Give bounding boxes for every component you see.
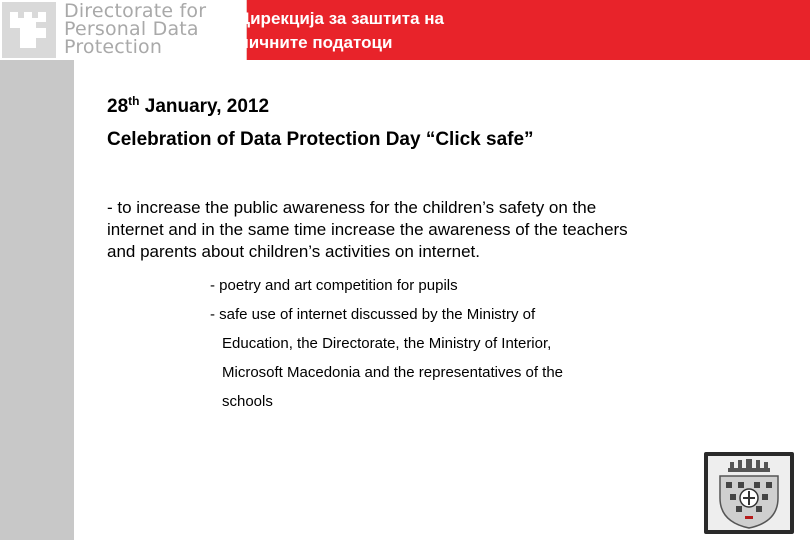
date-day: 28 xyxy=(107,96,129,117)
event-title: Celebration of Data Protection Day “Click safe” xyxy=(107,129,534,150)
event-date xyxy=(107,94,269,118)
header-title xyxy=(238,7,444,55)
logo-text-line: Protection xyxy=(64,36,163,58)
date-suffix: th xyxy=(128,94,140,108)
activities-list xyxy=(210,271,563,416)
goal-paragraph xyxy=(107,197,747,263)
logo-text-line: Personal Data xyxy=(64,18,199,40)
logo-text-line: Directorate for xyxy=(64,0,207,22)
left-sidebar-band xyxy=(0,0,74,540)
goal-line: - to increase the public awareness for the children’s safety on the xyxy=(107,198,597,217)
goal-line: internet and in the same time increase the awareness of the teachers xyxy=(107,220,628,239)
activity-item: - safe use of internet discussed by the Ministry of xyxy=(210,306,536,323)
header-title-line: Дирекција за заштита на xyxy=(238,9,444,28)
directorate-emblem-icon xyxy=(2,2,56,58)
state-seal-icon xyxy=(704,452,794,534)
goal-line: and parents about children’s activities on internet. xyxy=(107,242,480,261)
activity-item-continuation: Education, the Directorate, the Ministry of Interior, xyxy=(222,335,552,352)
header-title-line: личните податоци xyxy=(238,33,393,52)
activity-item-continuation: schools xyxy=(222,393,273,410)
logo xyxy=(0,0,247,60)
logo-text xyxy=(64,2,206,56)
activity-item: - poetry and art competition for pupils xyxy=(210,277,458,294)
activity-item-continuation: Microsoft Macedonia and the representatives of the xyxy=(222,364,564,381)
date-month-year: January, 2012 xyxy=(139,96,270,117)
